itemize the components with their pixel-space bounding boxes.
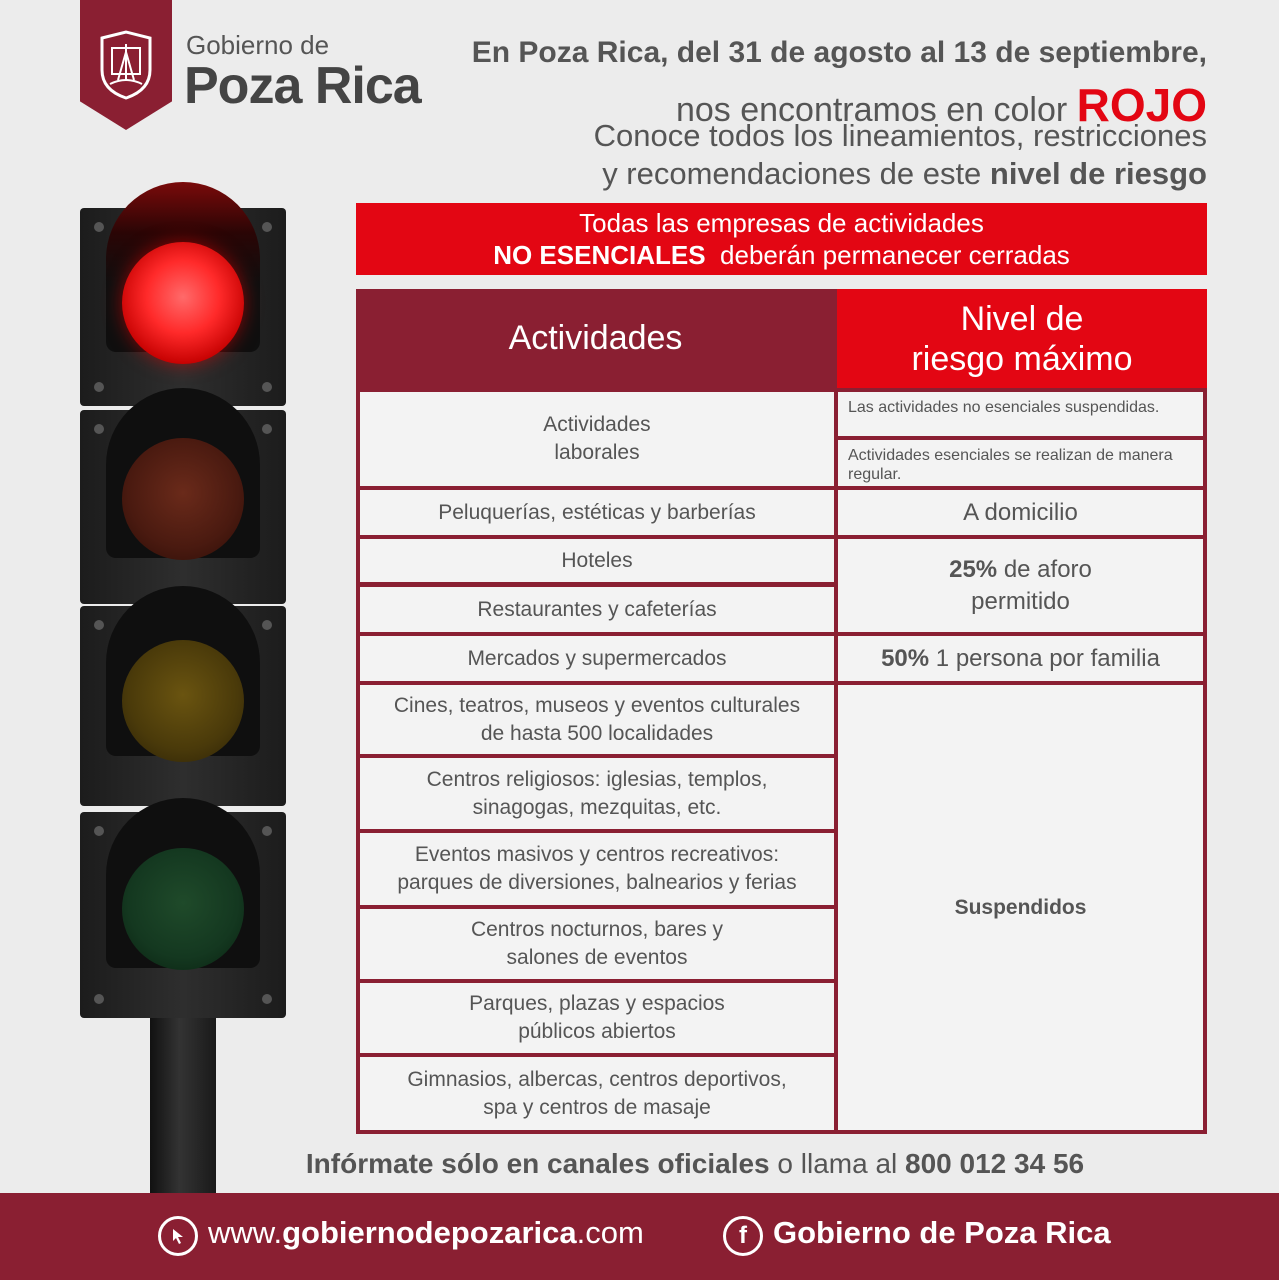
level-suspendidos: Suspendidos (838, 685, 1203, 1130)
traffic-light-dark-red-section (80, 410, 286, 604)
row-parques (360, 983, 834, 1053)
activity-label: spa y centros de masaje (483, 1095, 711, 1119)
aforo-text: de aforo (1003, 555, 1092, 583)
activity-label: Centros nocturnos, bares y (470, 918, 724, 941)
mercados-text: 1 persona por familia (935, 644, 1160, 672)
activity-label: Actividades (543, 413, 651, 436)
header-risk-l2: riesgo máximo (911, 339, 1133, 378)
facebook-link[interactable]: Gobierno de Poza Rica (773, 1215, 1111, 1250)
color-level: ROJO (1076, 79, 1207, 131)
header-activities: Actividades (508, 319, 683, 357)
web-post: .com (576, 1215, 644, 1250)
row-laborales (360, 392, 834, 486)
activity-label: Gimnasios, albercas, centros deportivos, (407, 1067, 787, 1091)
row-eventos-masivos (360, 833, 834, 905)
row-religiosos (360, 758, 834, 829)
banner-line2 (356, 239, 1207, 271)
banner-rest: deberán permanecer cerradas (720, 240, 1070, 270)
row-restaurantes: Restaurantes y cafeterías (360, 587, 834, 632)
cursor-click-icon (158, 1216, 198, 1256)
level-peluquerias: A domicilio (838, 490, 1203, 535)
banner-line1: Todas las empresas de actividades (579, 208, 984, 238)
headline-dates: En Poza Rica, del 31 de agosto al 13 de septiembre, (471, 36, 1207, 69)
mercados-percent: 50% (881, 644, 930, 672)
brand-subtitle: Gobierno de (186, 30, 330, 60)
headline-risk (602, 156, 1207, 192)
row-peluquerias: Peluquerías, estéticas y barberías (360, 490, 834, 535)
level-mercados (838, 636, 1203, 681)
activity-label: laborales (554, 441, 640, 464)
traffic-light-amber-section (80, 606, 286, 806)
headline-risk-bold: nivel de riesgo (989, 156, 1207, 191)
green-light-icon (122, 848, 244, 970)
header-risk-l1: Nivel de (960, 299, 1084, 338)
traffic-light-green-section (80, 812, 286, 1018)
activity-label: Centros religiosos: iglesias, templos, (426, 767, 768, 791)
aforo-percent: 25% (949, 555, 998, 583)
note-mid: o llama al (769, 1148, 906, 1179)
website-link[interactable] (208, 1215, 644, 1251)
headline-guidelines: Conoce todos los lineamientos, restricciones (593, 118, 1207, 153)
web-pre: www. (208, 1215, 283, 1250)
activity-label: de hasta 500 localidades (480, 721, 714, 745)
web-bold: gobiernodepozarica (282, 1215, 577, 1250)
level-aforo-line2: permitido (971, 587, 1070, 615)
level-laborales-nonessential: Las actividades no esenciales suspendidas. (838, 392, 1203, 436)
activity-label: sinagogas, mezquitas, etc. (472, 795, 722, 819)
row-gimnasios (360, 1057, 834, 1130)
note-bold: Infórmate sólo en canales oficiales (305, 1148, 770, 1179)
level-aforo-line1 (949, 554, 1092, 586)
banner-bold: NO ESENCIALES (493, 240, 706, 270)
row-centros-nocturnos (360, 909, 834, 979)
activity-label: parques de diversiones, balnearios y ferias (397, 871, 797, 894)
activity-label: salones de eventos (506, 946, 688, 969)
headline-risk-text: y recomendaciones de este (602, 156, 990, 191)
facebook-icon: f (723, 1216, 763, 1256)
footer-bar (0, 1193, 1279, 1280)
traffic-light-red-section (80, 208, 286, 406)
brand-title: Poza Rica (184, 57, 421, 115)
activities-table (356, 289, 1207, 1134)
level-laborales-essential: Actividades esenciales se realizan de manera regular. (838, 440, 1203, 486)
headline-color-text: nos encontramos en color (675, 91, 1077, 129)
activity-label: públicos abiertos (518, 1020, 676, 1043)
coat-of-arms-icon (96, 30, 156, 100)
level-hoteles-restaurantes (838, 539, 1203, 632)
header-risk-level (837, 289, 1207, 388)
phone-number: 800 012 34 56 (905, 1148, 1085, 1179)
dark-red-light-icon (122, 438, 244, 560)
red-light-icon (122, 242, 244, 364)
activity-label: Eventos masivos y centros recreativos: (414, 843, 780, 866)
row-cines (360, 685, 834, 754)
row-mercados: Mercados y supermercados (360, 636, 834, 681)
activity-label: Cines, teatros, museos y eventos culturales (393, 693, 801, 717)
official-channels-note (100, 1148, 1279, 1180)
activity-label: Parques, plazas y espacios (469, 992, 725, 1015)
row-hoteles: Hoteles (360, 539, 834, 582)
non-essential-banner (356, 203, 1207, 275)
amber-light-icon (122, 640, 244, 762)
